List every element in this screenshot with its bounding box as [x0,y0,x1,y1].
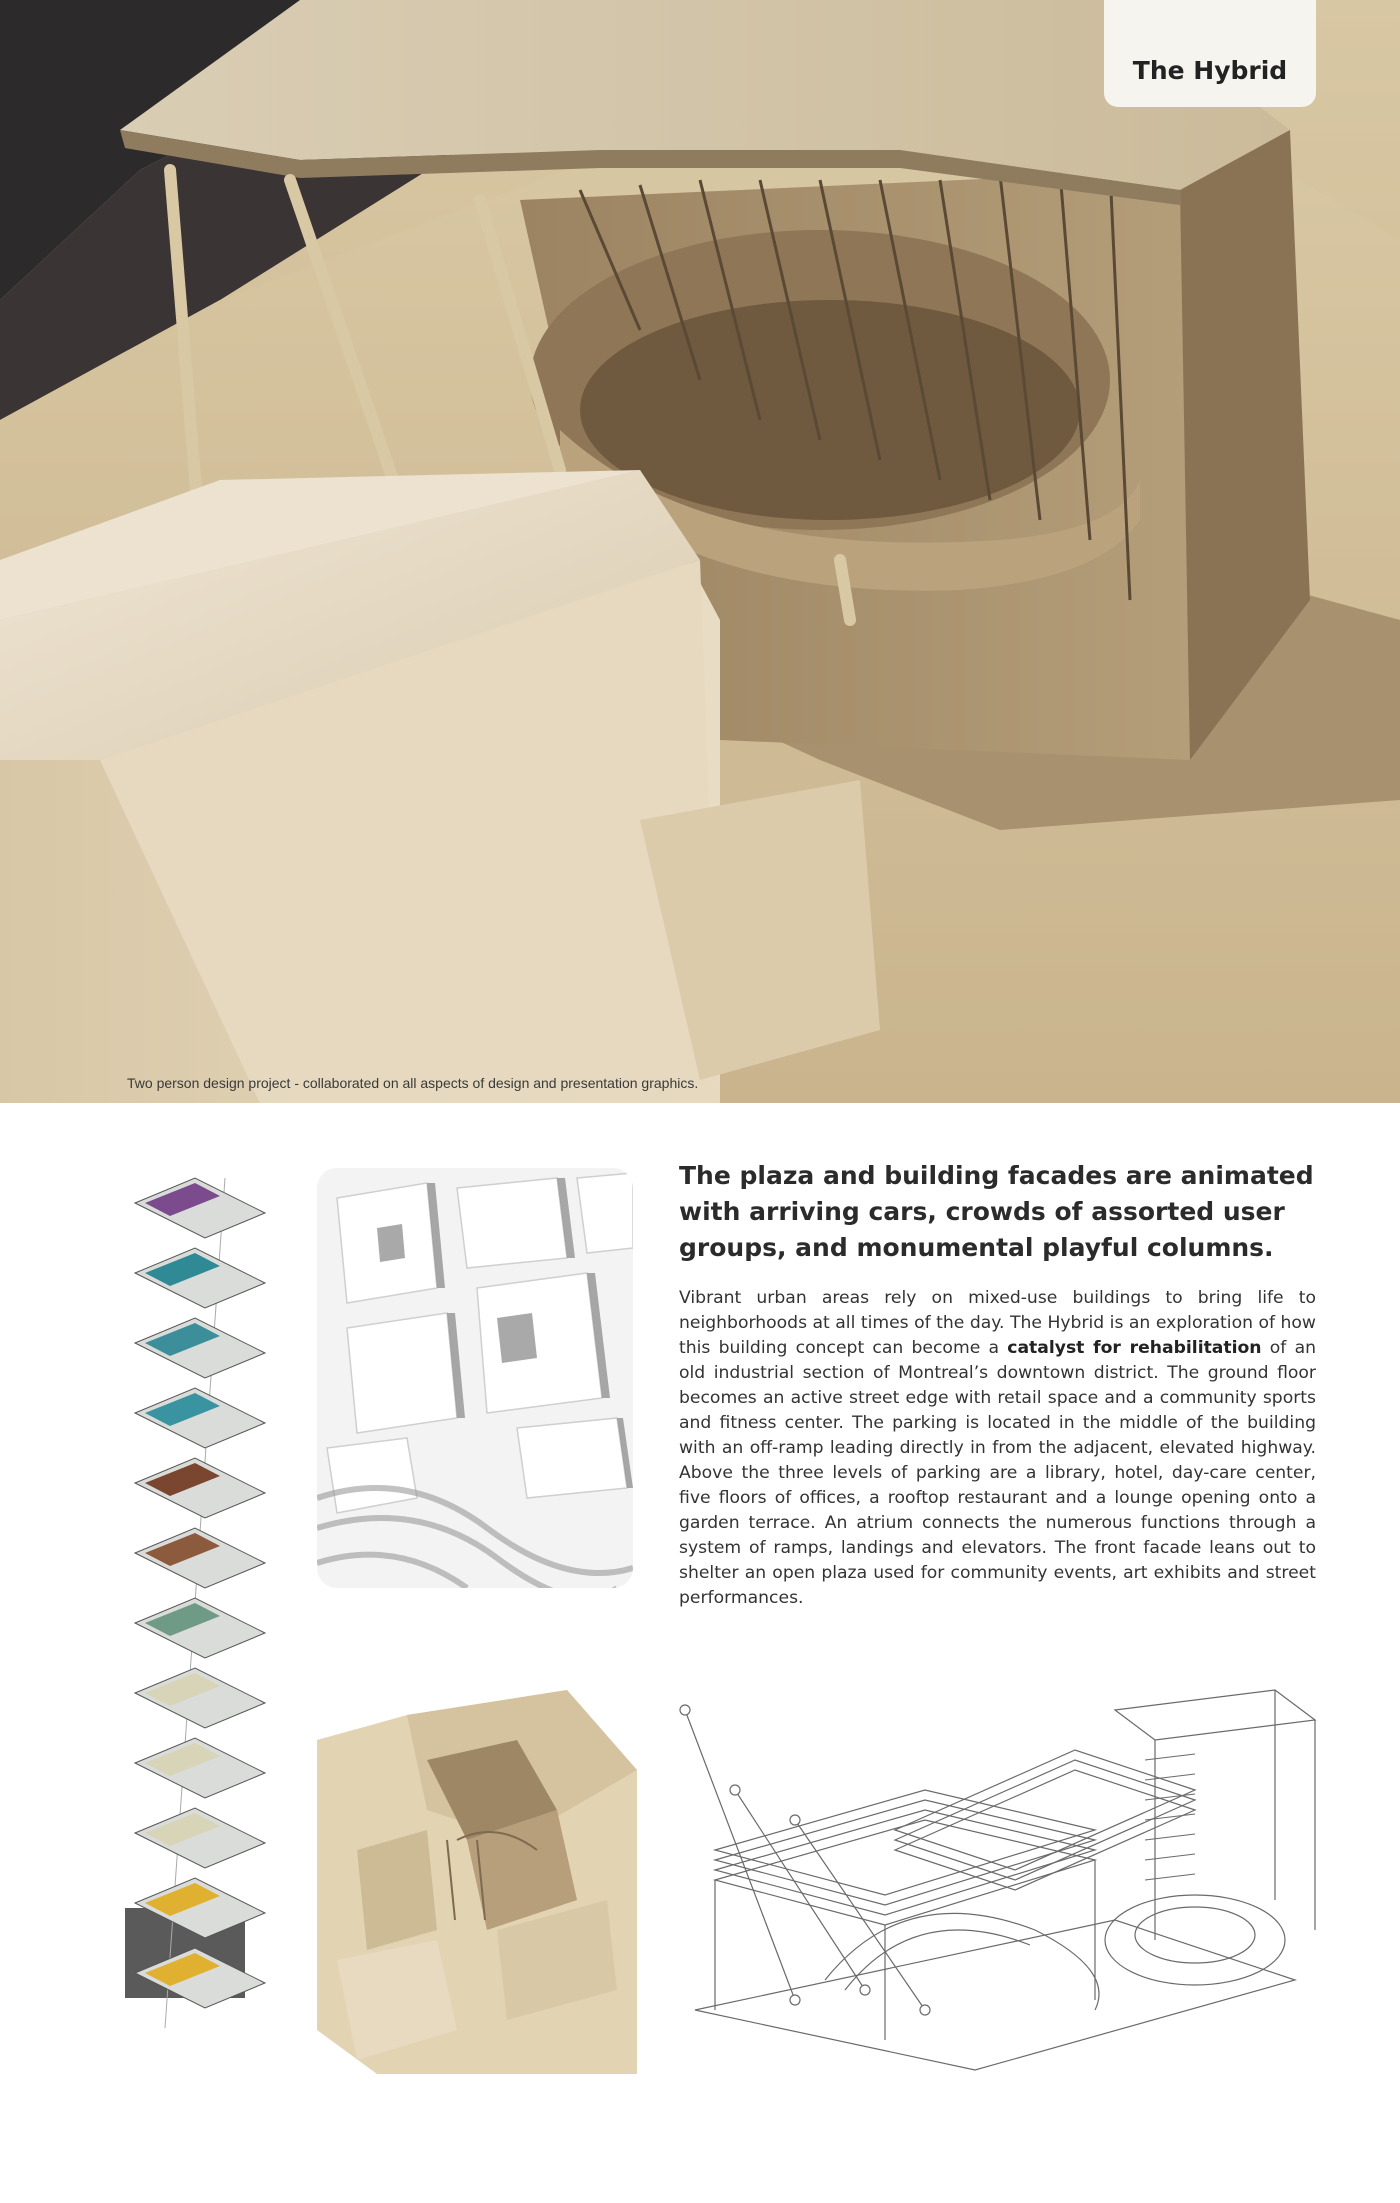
axonometric-drawing [675,1680,1320,2080]
body-emphasis: catalyst for rehabilitation [1007,1338,1262,1358]
title-tab [1104,0,1316,107]
floor-plates-drawing [125,1168,275,2058]
body-text-part-1: Vibrant urban areas rely on mixed-use buildings to bring life to neighborhoods at all times of the day. The Hybrid is an exploration of how this building concept can become a [679,1288,1316,1358]
context-model-drawing [317,1690,637,2074]
photo-caption: Two person design project - collaborated on all aspects of design and presentation graphics. [127,1075,699,1091]
exploded-floor-plates [125,1168,275,2058]
body-text-part-2: of an old industrial section of Montreal’s downtown district. The ground floor becomes an active street edge with retail space and a community sports and fitness center. The parking is located in the middle of the building with an off-ramp leading directly in from the adjacent, elevated highway. Above the three levels of parking are a library, hotel, day-care center, five floors of offices, a rooftop restaurant and a lounge opening onto a garden terrace. An atrium connects the numerous functions through a system of ramps, landings and elevators. The front facade leans out to shelter an open plaza used for community events, art exhibits and street performances. [679,1338,1316,1608]
page-title: The Hybrid [1132,56,1288,85]
site-plan-drawing [317,1168,633,1588]
article-body [679,1286,1316,1611]
article-headline: The plaza and building facades are animated with arriving cars, crowds of assorted user groups, and monumental playful columns. [679,1161,1314,1262]
site-shadow-plan [317,1168,633,1588]
axonometric-line-drawing [675,1680,1320,2080]
context-model-photo [317,1690,637,2074]
